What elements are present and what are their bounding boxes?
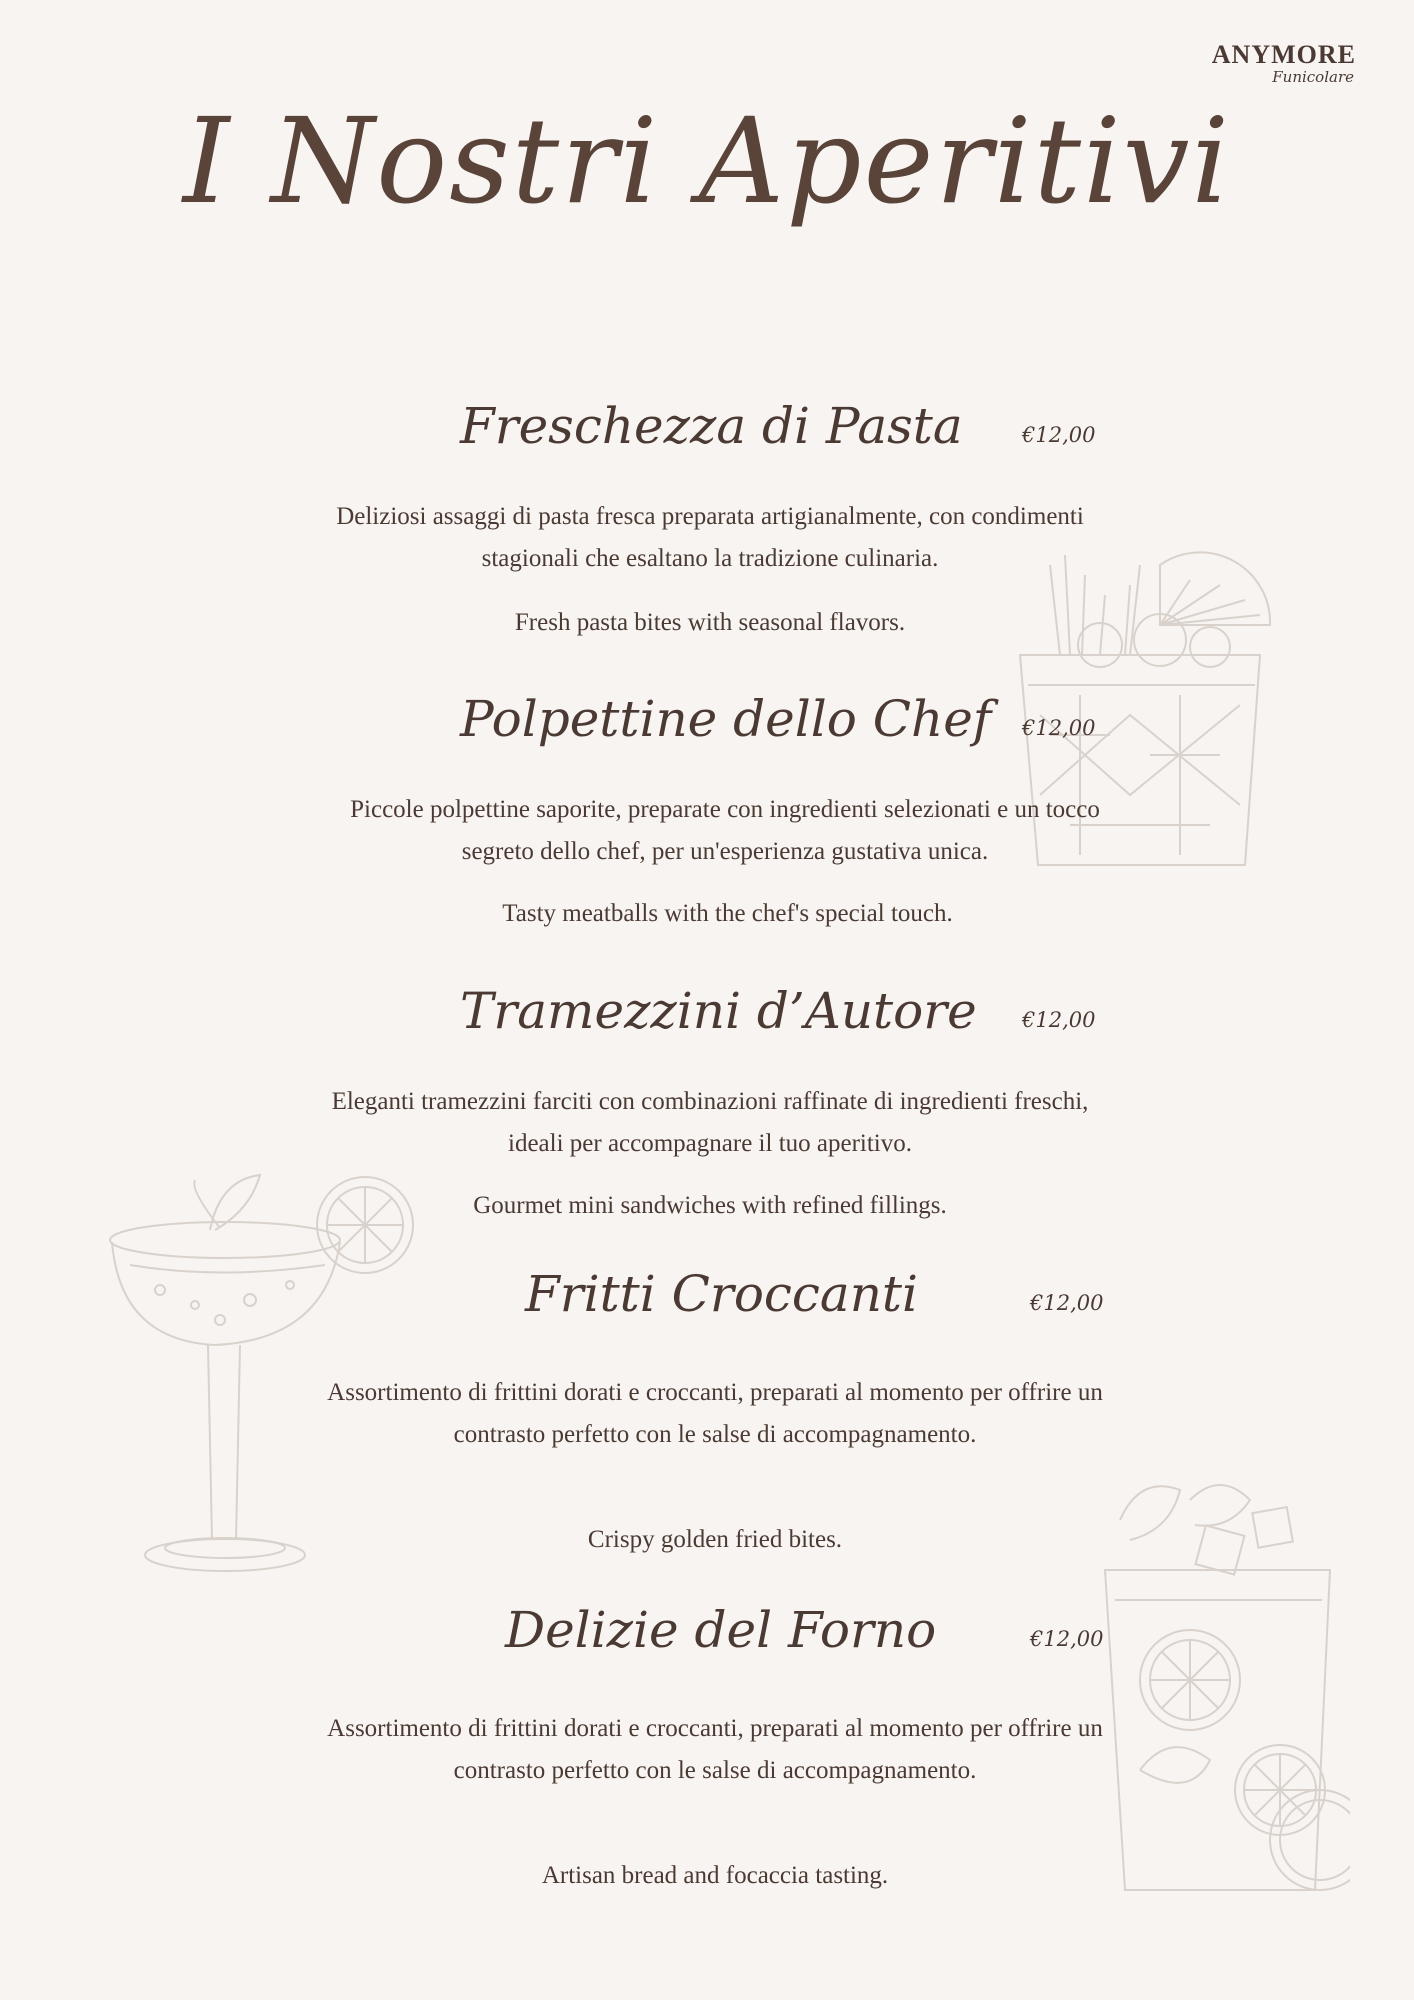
- menu-item-description-en: Tasty meatballs with the chef's special touch.: [502, 900, 953, 927]
- menu-item-description-en: Crispy golden fried bites.: [587, 1526, 843, 1553]
- menu-item-name: Tramezzini d’Autore: [460, 982, 977, 1040]
- menu-item-description-en: Gourmet mini sandwiches with refined fillings.: [473, 1192, 947, 1219]
- menu-item-description-it: Eleganti tramezzini farciti con combinazioni raffinate di ingredienti freschi, ideali per accompagnare il tuo aperitivo.: [331, 1088, 1089, 1157]
- menu-item-price: €12,00: [1022, 716, 1096, 740]
- menu-item-name: Polpettine dello Chef: [460, 690, 992, 748]
- menu-item-description-en: Artisan bread and focaccia tasting.: [541, 1862, 889, 1889]
- brand-logo: [1212, 40, 1356, 86]
- menu-item-name: Fritti Croccanti: [525, 1265, 919, 1323]
- menu-item-price: €12,00: [1030, 1627, 1104, 1651]
- menu-item-description-it: Assortimento di frittini dorati e croccanti, preparati al momento per offrire un contrasto perfetto con le salse di accompagnamento.: [327, 1715, 1103, 1784]
- menu-item-description-en: Fresh pasta bites with seasonal flavors.: [514, 609, 906, 636]
- menu-item-description-it: Piccole polpettine saporite, preparate con ingredienti selezionati e un tocco segreto dello chef, per un'esperienza gustativa unica.: [350, 796, 1100, 865]
- menu-item-price: €12,00: [1022, 423, 1096, 447]
- page-title: I Nostri Aperitivi: [182, 92, 1232, 230]
- menu-item-price: €12,00: [1022, 1008, 1096, 1032]
- brand-name: ANYMORE: [1211, 40, 1356, 69]
- menu-item-description-it: Assortimento di frittini dorati e croccanti, preparati al momento per offrire un contrasto perfetto con le salse di accompagnamento.: [327, 1379, 1103, 1448]
- menu-item-name: Freschezza di Pasta: [460, 397, 963, 455]
- menu-item-price: €12,00: [1030, 1291, 1104, 1315]
- menu-item-description-it: Deliziosi assaggi di pasta fresca preparata artigianalmente, con condimenti stagionali che esaltano la tradizione culinaria.: [336, 503, 1084, 572]
- brand-subtitle: Funicolare: [1272, 68, 1354, 86]
- menu-item-name: Delizie del Forno: [505, 1601, 937, 1659]
